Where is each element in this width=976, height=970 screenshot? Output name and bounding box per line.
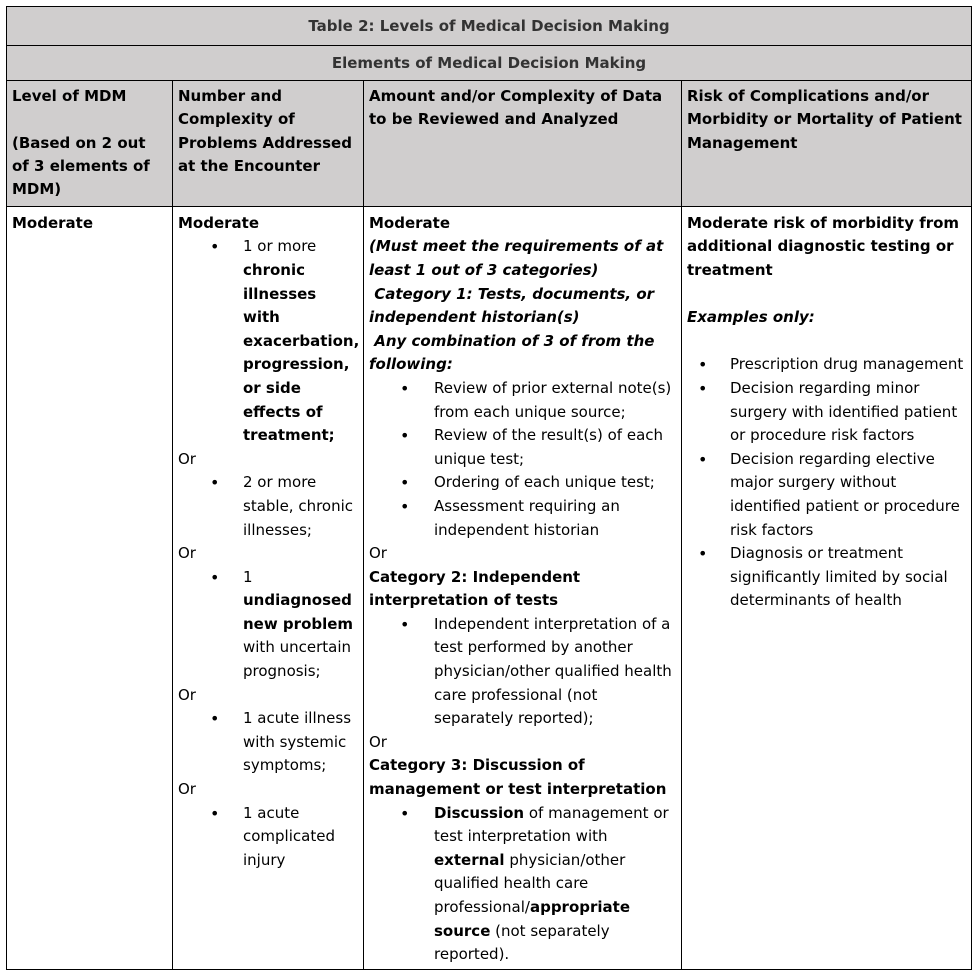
category-1-list — [369, 377, 676, 542]
data-item: • Review of prior external note(s) from each unique source; — [369, 377, 676, 424]
category-1-title: Category 1: Tests, documents, or independent historian(s) — [369, 284, 660, 327]
problem-item: • 1 acute illness with systemic symptoms; — [178, 707, 358, 778]
problem-item: • 2 or more stable, chronic illnesses; — [178, 471, 358, 542]
problems-list-4 — [178, 707, 358, 778]
risk-item: • Prescription drug management — [687, 353, 966, 377]
risk-item: • Decision regarding elective major surgery without identified patient or procedure risk factors — [687, 448, 966, 542]
data-requirement: (Must meet the requirements of at least 1 out of 3 categories) — [369, 237, 664, 279]
risk-heading: Moderate risk of morbidity from additional diagnostic testing or treatment — [687, 213, 960, 279]
mdm-table-container — [6, 6, 971, 970]
data-text: physician/other qualified health care professional/ — [434, 850, 626, 916]
cell-level — [7, 206, 173, 969]
problem-item — [178, 566, 358, 684]
problem-item: • 1 acute complicated injury — [178, 802, 358, 873]
problem-text-bold: chronic illnesses with exacerbation, progression, or side effects of treatment; — [243, 260, 360, 445]
data-item — [369, 802, 676, 967]
category-2-title: Category 2: Independent interpretation of tests — [369, 567, 581, 610]
data-text-bold: Discussion — [434, 803, 525, 822]
data-item: • Ordering of each unique test; — [369, 471, 676, 495]
risk-list — [687, 353, 966, 613]
problem-text-bold: undiagnosed new problem — [243, 591, 354, 633]
cell-risk — [682, 206, 972, 969]
header-data: Amount and/or Complexity of Data to be Reviewed and Analyzed — [364, 81, 682, 207]
problem-text: 1 — [243, 567, 253, 586]
problems-list-2 — [178, 471, 358, 542]
data-text-bold: appropriate source — [434, 898, 630, 940]
category-3-title: Category 3: Discussion of management or test interpretation — [369, 756, 667, 799]
header-level-title: Level of MDM — [12, 87, 127, 105]
cell-data — [364, 206, 682, 969]
risk-examples-label: Examples only: — [687, 308, 815, 327]
category-1-combination: Any combination of 3 of from the following: — [369, 331, 660, 374]
problems-list-1 — [178, 235, 358, 447]
or-label: Or — [369, 732, 387, 751]
data-text: (not separately reported). — [434, 921, 610, 964]
table-title: Table 2: Levels of Medical Decision Making — [7, 7, 972, 46]
data-text: of management or test interpretation with — [434, 803, 669, 846]
problem-text: 1 or more — [243, 237, 317, 256]
header-level — [7, 81, 173, 207]
problems-list-3 — [178, 566, 358, 684]
problems-heading: Moderate — [178, 213, 260, 232]
risk-item: • Diagnosis or treatment significantly limited by social determinants of health — [687, 542, 966, 613]
header-problems: Number and Complexity of Problems Addressed at the Encounter — [173, 81, 364, 207]
header-risk: Risk of Complications and/or Morbidity or Mortality of Patient Management — [682, 81, 972, 207]
data-text-bold: external — [434, 850, 505, 869]
table-subtitle: Elements of Medical Decision Making — [7, 46, 972, 81]
data-item: • Assessment requiring an independent historian — [369, 495, 676, 542]
problem-text: with uncertain prognosis; — [243, 638, 351, 681]
category-3-list — [369, 802, 676, 967]
data-item: • Review of the result(s) of each unique test; — [369, 424, 676, 471]
level-value: Moderate — [12, 213, 94, 232]
header-level-note: (Based on 2 out of 3 elements of MDM) — [12, 133, 150, 199]
data-item: • Independent interpretation of a test performed by another physician/other qualified health care professional (not separately reported); — [369, 613, 676, 731]
or-label: Or — [178, 780, 196, 799]
mdm-table — [6, 6, 972, 970]
or-label: Or — [178, 544, 196, 563]
or-label: Or — [369, 544, 387, 563]
problems-list-5 — [178, 802, 358, 873]
or-label: Or — [178, 449, 196, 468]
or-label: Or — [178, 685, 196, 704]
category-2-list — [369, 613, 676, 731]
data-heading: Moderate — [369, 213, 451, 232]
problem-item — [178, 235, 358, 447]
cell-problems — [173, 206, 364, 969]
risk-item: • Decision regarding minor surgery with identified patient or procedure risk factors — [687, 377, 966, 448]
